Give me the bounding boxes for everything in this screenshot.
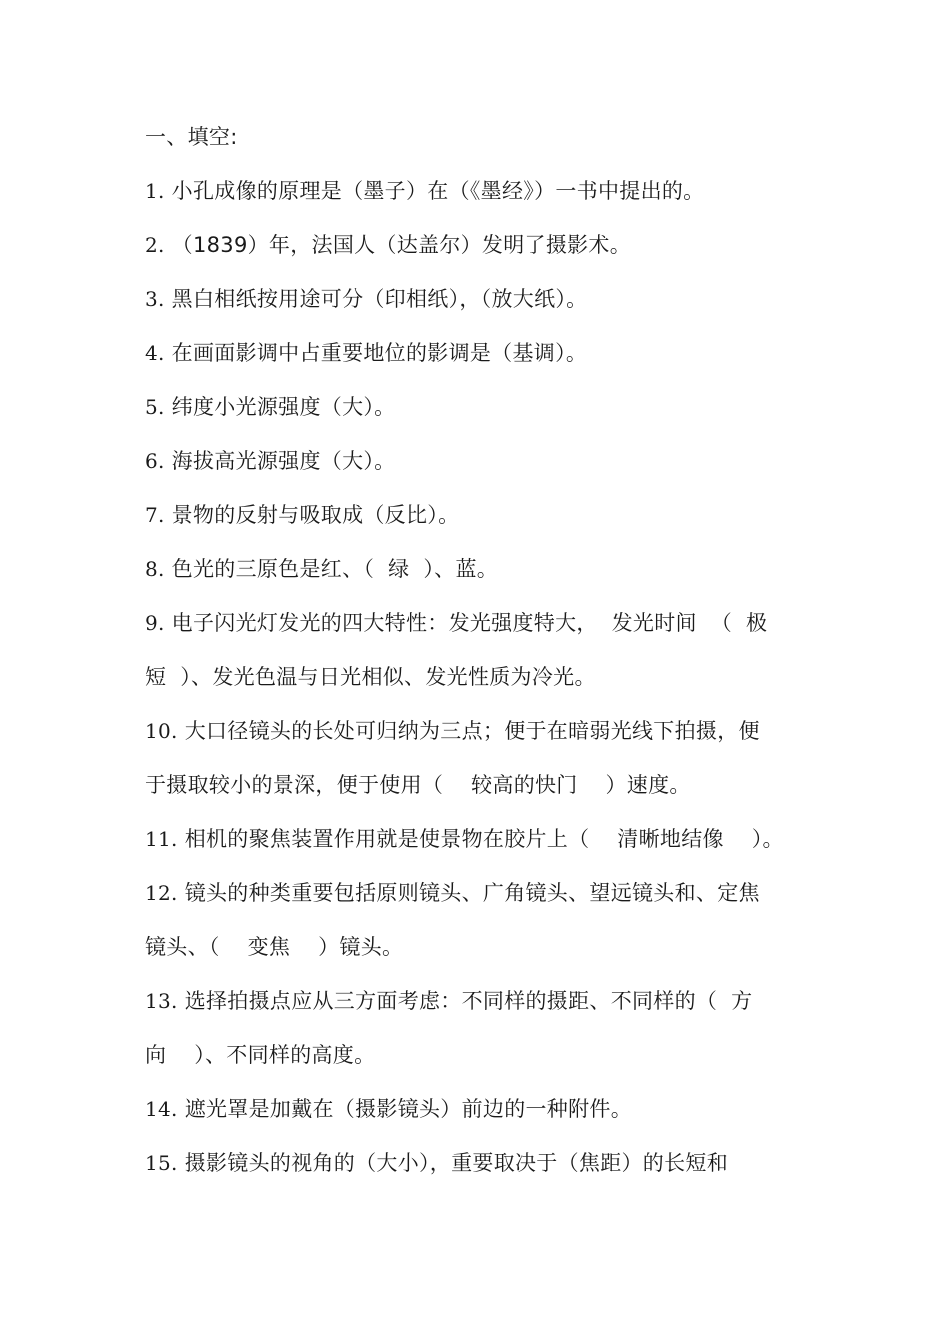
number-spacer <box>178 881 185 905</box>
number-spacer <box>165 449 172 473</box>
number-spacer <box>165 287 172 311</box>
number-spacer <box>165 179 172 203</box>
question-item <box>145 712 825 766</box>
question-text: 景物的反射与吸取成（反比）。 <box>171 503 460 527</box>
number-spacer <box>178 827 185 851</box>
question-text: 大口径镜头的长处可归纳为三点；便于在暗弱光线下拍摄，便 <box>184 719 760 743</box>
question-text: 纬度小光源强度（大）。 <box>171 395 396 419</box>
question-item <box>145 280 825 334</box>
question-item <box>145 1144 825 1198</box>
question-item <box>145 604 825 658</box>
question-item-continuation <box>145 658 825 712</box>
question-number: 5. <box>145 395 165 419</box>
section-heading: 一、填空: <box>145 125 238 149</box>
question-text: 相机的聚焦装置作用就是使景物在胶片上（ 清晰地结像 ）。 <box>184 827 784 851</box>
question-number: 12. <box>145 881 178 905</box>
number-spacer <box>165 341 172 365</box>
question-number: 8. <box>145 557 165 581</box>
question-list <box>145 172 825 1198</box>
question-number: 2. <box>145 233 165 257</box>
question-text: 在画面影调中占重要地位的影调是（基调）。 <box>171 341 588 365</box>
number-spacer <box>178 989 185 1013</box>
question-item <box>145 442 825 496</box>
question-item <box>145 820 825 874</box>
question-number: 15. <box>145 1151 178 1175</box>
number-spacer <box>165 395 172 419</box>
question-item <box>145 226 825 280</box>
question-text: 海拔高光源强度（大）。 <box>171 449 396 473</box>
question-text: 选择拍摄点应从三方面考虑：不同样的摄距、不同样的（ 方 <box>184 989 753 1013</box>
number-spacer <box>165 233 172 257</box>
question-item <box>145 874 825 928</box>
question-number: 1. <box>145 179 165 203</box>
question-number: 14. <box>145 1097 178 1121</box>
question-item <box>145 982 825 1036</box>
number-spacer <box>165 611 172 635</box>
question-number: 4. <box>145 341 165 365</box>
question-item-continuation <box>145 1036 825 1090</box>
question-number: 6. <box>145 449 165 473</box>
number-spacer <box>178 1097 185 1121</box>
question-text: （1839）年，法国人（达盖尔）发明了摄影术。 <box>171 233 632 257</box>
question-text: 电子闪光灯发光的四大特性：发光强度特大， 发光时间 （ 极 <box>171 611 768 635</box>
question-text: 黑白相纸按用途可分（印相纸），（放大纸）。 <box>171 287 588 311</box>
question-text: 短 ）、发光色温与日光相似、发光性质为冷光。 <box>145 665 596 689</box>
question-item <box>145 496 825 550</box>
question-text: 镜头、（ 变焦 ）镜头。 <box>145 935 404 959</box>
question-text: 色光的三原色是红、（ 绿 ）、蓝。 <box>171 557 499 581</box>
question-item-continuation <box>145 766 825 820</box>
question-text: 于摄取较小的景深，便于使用（ 较高的快门 ）速度。 <box>145 773 691 797</box>
question-number: 13. <box>145 989 178 1013</box>
question-item <box>145 334 825 388</box>
question-item <box>145 550 825 604</box>
question-number: 9. <box>145 611 165 635</box>
question-text: 小孔成像的原理是（墨子）在（《墨经》）一书中提出的。 <box>171 179 705 203</box>
number-spacer <box>165 557 172 581</box>
question-text: 摄影镜头的视角的（大小），重要取决于（焦距）的长短和 <box>184 1151 729 1175</box>
number-spacer <box>178 1151 185 1175</box>
document-content <box>145 118 825 1198</box>
question-number: 10. <box>145 719 178 743</box>
question-item <box>145 388 825 442</box>
question-number: 3. <box>145 287 165 311</box>
question-item <box>145 172 825 226</box>
question-text: 镜头的种类重要包括原则镜头、广角镜头、望远镜头和、定焦 <box>184 881 760 905</box>
question-number: 11. <box>145 827 178 851</box>
question-text: 向 ）、不同样的高度。 <box>145 1043 376 1067</box>
question-number: 7. <box>145 503 165 527</box>
question-item-continuation <box>145 928 825 982</box>
question-text: 遮光罩是加戴在（摄影镜头）前边的一种附件。 <box>184 1097 633 1121</box>
question-item <box>145 1090 825 1144</box>
number-spacer <box>165 503 172 527</box>
number-spacer <box>178 719 185 743</box>
